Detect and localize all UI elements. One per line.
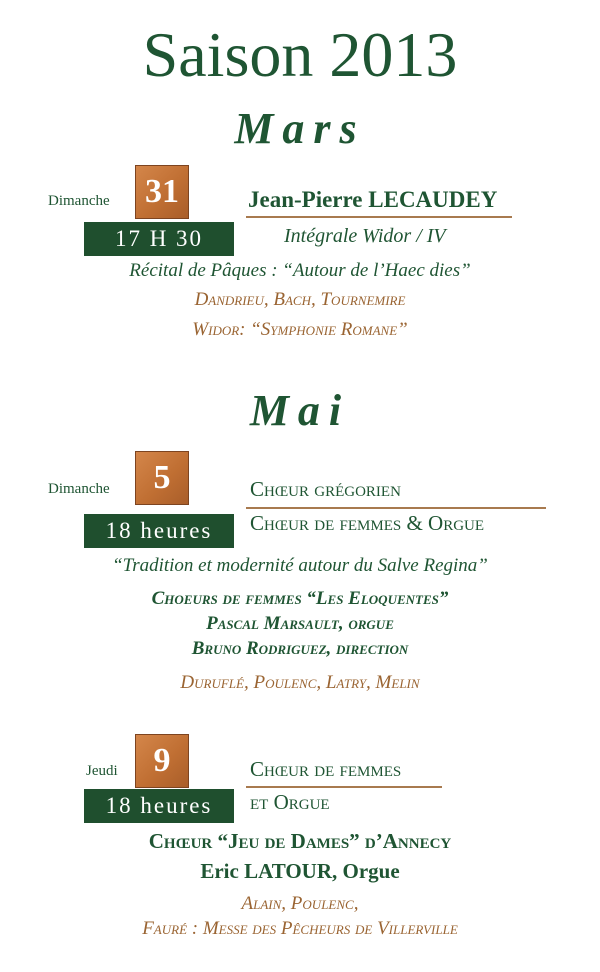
event1-time-box: 17 H 30 [84, 222, 234, 256]
event1-performer: Jean-Pierre LECAUDEY [248, 187, 498, 212]
event3-composers-2: Fauré : Messe des Pêcheurs de Villerville [142, 918, 458, 939]
event2-performers-1: Choeurs de femmes “Les Eloquentes” [151, 588, 449, 609]
event2-day-label: Dimanche [48, 481, 110, 497]
event1-divider [246, 216, 512, 218]
month-heading-mars: Mars [234, 104, 366, 153]
event2-date-box: 5 [135, 451, 189, 505]
event2-performers-3: Bruno Rodriguez, direction [191, 638, 409, 659]
page-title: Saison 2013 [142, 19, 458, 90]
event1-composers-1: Dandrieu, Bach, Tournemire [194, 289, 406, 310]
event1-day-label: Dimanche [48, 193, 110, 209]
event1-program-title: Récital de Pâques : “Autour de l’Haec dies” [129, 260, 471, 281]
event2-heading-1: Chœur grégorien [250, 477, 401, 501]
event2-time-box: 18 heures [84, 514, 234, 548]
event2-divider [246, 507, 546, 509]
month-heading-mai: Mai [249, 386, 351, 435]
event3-composers-1: Alain, Poulenc, [241, 893, 359, 914]
event2-composers: Duruflé, Poulenc, Latry, Melin [180, 672, 420, 693]
event1-subtitle: Intégrale Widor / IV [284, 225, 446, 247]
event2-heading-2: Chœur de femmes & Orgue [250, 511, 485, 535]
event3-day-label: Jeudi [86, 763, 118, 779]
event3-performers-2: Eric LATOUR, Orgue [200, 859, 400, 883]
event3-date-box: 9 [135, 734, 189, 788]
event3-heading-1: Chœur de femmes [250, 757, 402, 781]
event3-divider [246, 786, 442, 788]
event3-performers-1: Chœur “Jeu de Dames” d’Annecy [148, 829, 452, 853]
event2-program-title: “Tradition et modernité autour du Salve Regina” [112, 555, 488, 576]
event3-time-box: 18 heures [84, 789, 234, 823]
event1-composers-2: Widor: “Symphonie Romane” [192, 319, 408, 340]
event1-date-box: 31 [135, 165, 189, 219]
event2-performers-2: Pascal Marsault, orgue [206, 613, 394, 634]
event3-heading-2: et Orgue [250, 790, 330, 814]
